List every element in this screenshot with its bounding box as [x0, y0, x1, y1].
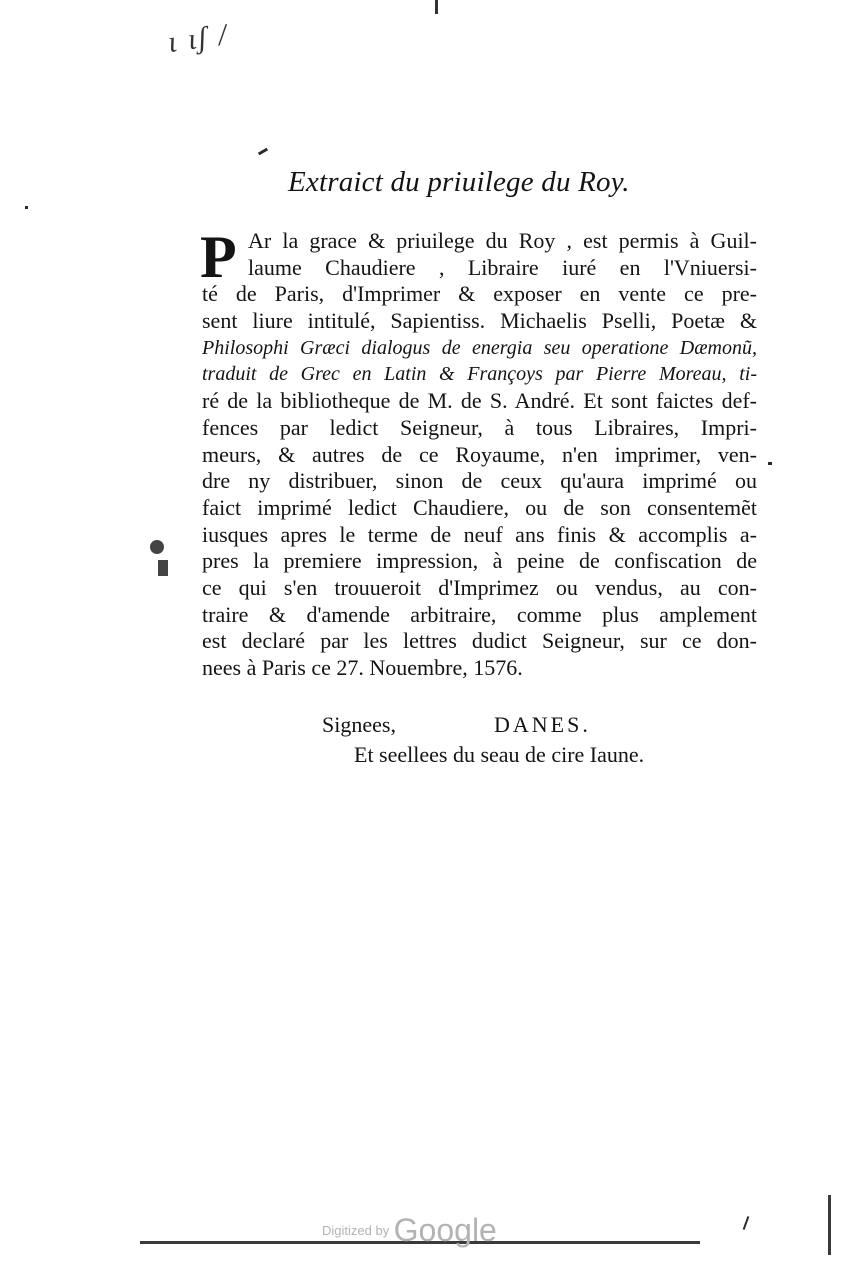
text-line: nees à Paris ce 27. Nouembre, 1576. — [202, 655, 523, 680]
text-line: laume Chaudiere , Libraire iuré en l'Vniuersi- — [248, 254, 757, 280]
text-line: ce qui s'en trouueroit d'Imprimez ou vendus, au con- — [202, 574, 757, 600]
text-line: fences par ledict Seigneur, à tous Libraires, Impri- — [202, 414, 757, 440]
signature-row — [322, 712, 591, 738]
text-line: meurs, & autres de ce Royaume, n'en imprimer, ven- — [202, 441, 757, 467]
scan-speck — [258, 148, 268, 156]
text-line: Ar la grace & priuilege du Roy , est permis à Guil- — [248, 228, 757, 253]
text-line: té de Paris, d'Imprimer & exposer en vente ce pre- — [202, 281, 757, 307]
scan-edge-line — [828, 1195, 831, 1255]
signees-label: Signees, — [322, 712, 396, 737]
text-line: sent liure intitulé, Sapientiss. Michaelis Pselli, Poetæ & — [202, 308, 757, 334]
privilege-text — [200, 224, 757, 682]
drop-cap: P — [200, 224, 237, 290]
text-line: est declaré par les lettres dudict Seigneur, sur ce don- — [202, 628, 757, 654]
text-line: dre ny distribuer, sinon de ceux qu'aura imprimé ou — [202, 468, 757, 494]
text-line: ré de la bibliotheque de M. de S. André. Et sont faictes def- — [202, 388, 757, 414]
google-watermark — [322, 1212, 497, 1249]
watermark-prefix: Digitized by — [322, 1223, 390, 1238]
scan-speck — [150, 540, 164, 554]
google-logo: Google — [393, 1212, 497, 1248]
text-line: traire & d'amende arbitraire, comme plus amplement — [202, 601, 757, 627]
page-title: Extraict du priuilege du Roy. — [288, 166, 630, 198]
text-line: faict imprimé ledict Chaudiere, ou de son consentemẽt — [202, 494, 757, 520]
scan-speck — [25, 206, 28, 209]
text-line: Philosophi Græci dialogus de energia seu operatione Dæmonũ, — [202, 336, 757, 359]
scan-speck — [158, 560, 168, 576]
scan-speck — [743, 1216, 750, 1230]
text-line: pres la premiere impression, à peine de confiscation de — [202, 548, 757, 574]
handwritten-scrawl: ɩ ɩʃ / — [165, 17, 231, 60]
signer-name: DANES. — [494, 712, 591, 737]
scan-speck — [768, 462, 772, 465]
text-line: traduit de Grec en Latin & Françoys par Pierre Moreau, ti- — [202, 363, 757, 386]
text-line: iusques apres le terme de neuf ans finis & accomplis a- — [202, 521, 757, 547]
seal-line: Et seellees du seau de cire Iaune. — [354, 742, 645, 767]
scan-mark — [435, 0, 438, 14]
